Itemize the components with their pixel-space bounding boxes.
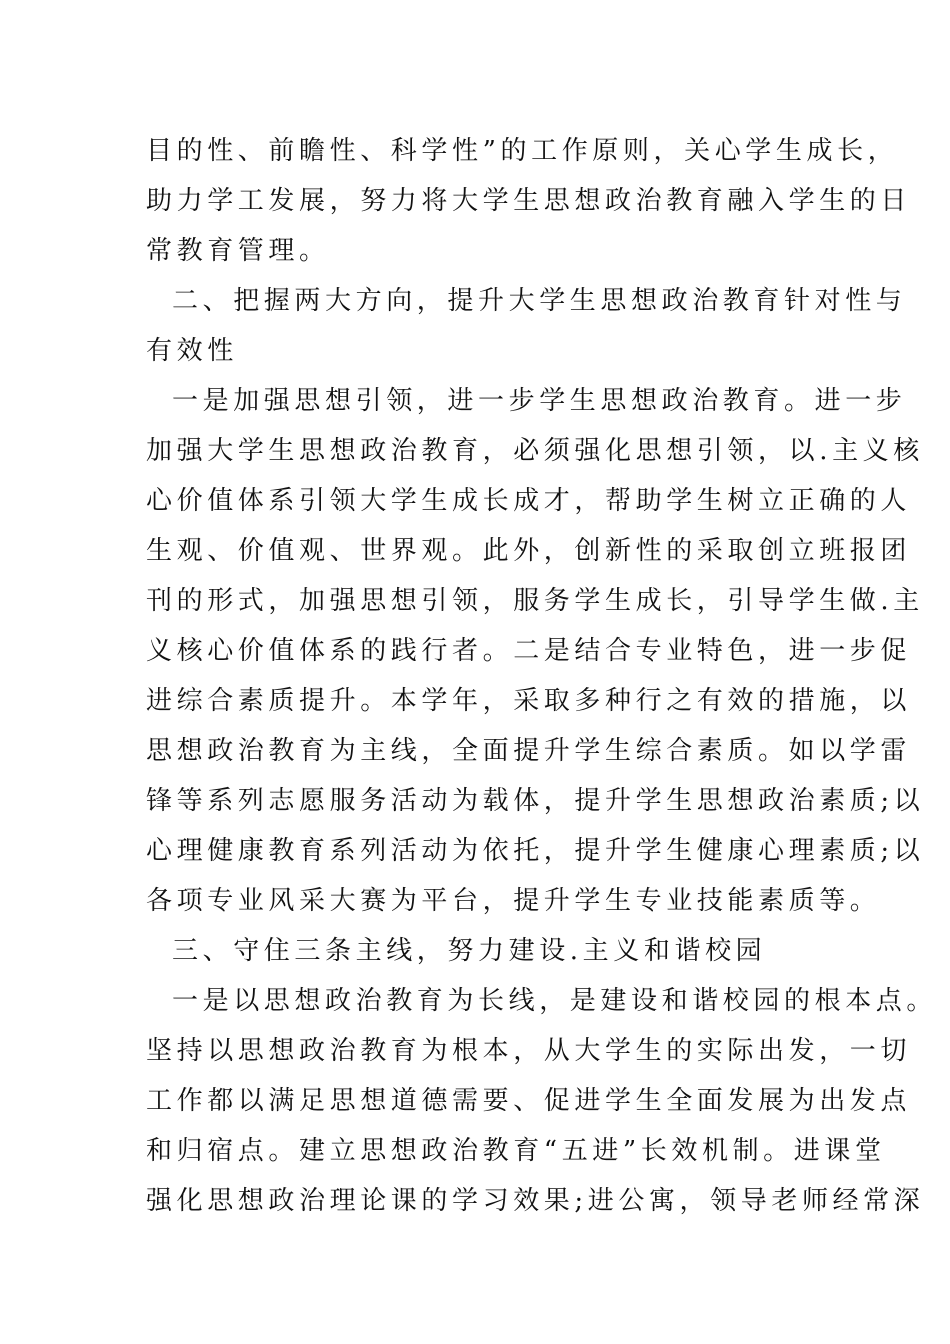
section-heading: 有效性 [146,336,238,366]
text-line: 常教育管理。 [146,236,330,266]
text-line: 目的性、前瞻性、科学性”的工作原则，关心学生成长， [146,136,899,166]
section-heading: 三、守住三条主线，努力建设.主义和谐校园 [172,936,767,966]
text-line: 心价值体系引领大学生成长成才，帮助学生树立正确的人 [146,486,912,516]
text-line: 进综合素质提升。本学年，采取多种行之有效的措施，以 [146,686,912,716]
text-line: 义核心价值体系的践行者。二是结合专业特色，进一步促 [146,636,912,666]
text-line: 一是以思想政治教育为长线，是建设和谐校园的根本点。 [172,986,938,1016]
text-line: 工作都以满足思想道德需要、促进学生全面发展为出发点 [146,1086,912,1116]
text-line: 锋等系列志愿服务活动为载体，提升学生思想政治素质;以 [146,786,925,816]
text-line: 助力学工发展，努力将大学生思想政治教育融入学生的日 [146,186,912,216]
text-line: 和归宿点。建立思想政治教育“五进”长效机制。进课堂 [146,1136,886,1166]
text-line: 一是加强思想引领，进一步学生思想政治教育。进一步 [172,386,907,416]
text-line: 心理健康教育系列活动为依托，提升学生健康心理素质;以 [146,836,925,866]
text-line: 强化思想政治理论课的学习效果;进公寓，领导老师经常深 [146,1186,925,1216]
text-line: 生观、价值观、世界观。此外，创新性的采取创立班报团 [146,536,912,566]
text-line: 坚持以思想政治教育为根本，从大学生的实际出发，一切 [146,1036,912,1066]
section-heading: 二、把握两大方向，提升大学生思想政治教育针对性与 [172,286,907,316]
text-line: 思想政治教育为主线，全面提升学生综合素质。如以学雷 [146,736,912,766]
text-line: 刊的形式，加强思想引领，服务学生成长，引导学生做.主 [146,586,924,616]
text-line: 加强大学生思想政治教育，必须强化思想引领，以.主义核 [146,436,924,466]
text-line: 各项专业风采大赛为平台，提升学生专业技能素质等。 [146,886,881,916]
